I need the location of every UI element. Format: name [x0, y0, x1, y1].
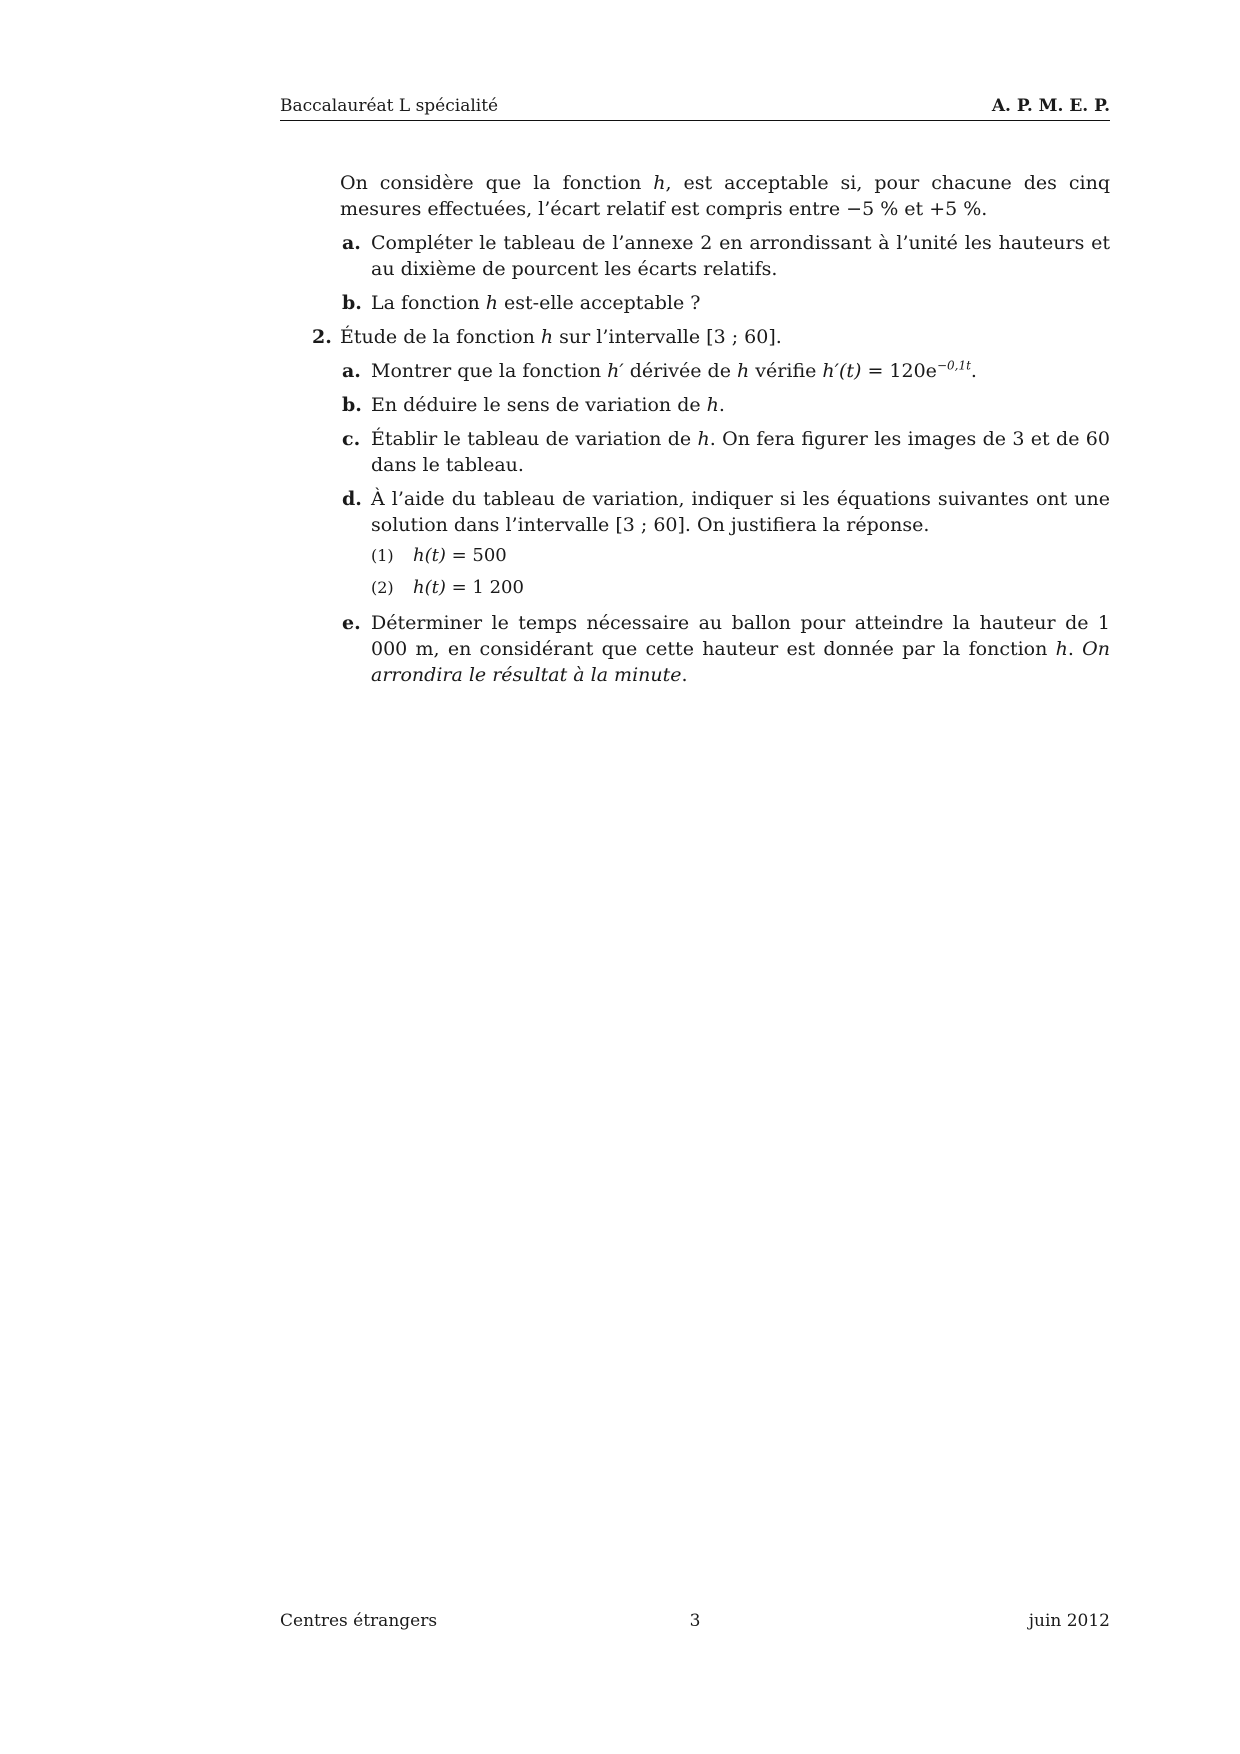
math-var: h	[653, 172, 666, 194]
math-var: h	[697, 428, 710, 450]
question-label: a.	[342, 232, 361, 254]
instruction-note: On arrondira le résultat à la minute	[371, 638, 1110, 686]
question-label: e.	[342, 612, 361, 634]
math-var: h	[540, 326, 554, 348]
question-1a	[280, 230, 1110, 282]
question-label: a.	[342, 360, 361, 382]
question-2: 2. Étude de la fonction h sur l’intervalle [3 ; 60].	[312, 326, 782, 348]
interval: [3 ; 60]	[706, 326, 776, 348]
question-2b: b. En déduire le sens de variation de h.	[342, 394, 725, 416]
page-footer	[280, 1611, 1110, 1635]
math-var: h	[737, 360, 750, 382]
math-var: h	[1055, 638, 1068, 660]
question-label: b.	[342, 394, 362, 416]
equation-label: (1)	[371, 546, 394, 565]
math-var: h	[706, 394, 719, 416]
question-2e: e. Déterminer le temps nécessaire au ballon pour atteindre la hauteur de 1 000 m, en considérant que cette hauteur est donnée par la fonction h. On arrondira le résultat à la minute.	[342, 612, 1110, 686]
question-label: d.	[342, 488, 362, 510]
footer-date: juin 2012	[1028, 1611, 1110, 1631]
question-1b: b. La fonction h est-elle acceptable ?	[342, 292, 701, 314]
page-header	[280, 94, 1110, 121]
exponent: −0,1t	[936, 358, 971, 373]
question-text: Compléter le tableau de l’annexe 2 en arrondissant à l’unité les hauteurs et au dixième de pourcent les écarts relatifs.	[371, 232, 1110, 280]
interval: [3 ; 60]	[615, 514, 685, 536]
header-title: Baccalauréat L spécialité	[280, 96, 499, 116]
equation-label: (2)	[371, 578, 394, 597]
question-2c: c. Établir le tableau de variation de h. On fera figurer les images de 3 et de 60 dans le tableau.	[342, 428, 1110, 476]
exercise-content	[280, 170, 1110, 688]
question-label: c.	[342, 428, 361, 450]
derivative-expression: h′(t)	[822, 360, 862, 382]
header-publisher: A. P. M. E. P.	[991, 96, 1110, 116]
question-2a: a. Montrer que la fonction h′ dérivée de h vérifie $h'(t) = 120e^{-0,1t}$.	[342, 358, 977, 382]
question-label: b.	[342, 292, 362, 314]
math-var: h′	[607, 360, 624, 382]
question-number: 2.	[312, 326, 332, 348]
equation-2: (2) h(t) = 1 200	[371, 574, 1110, 602]
math-var: h	[485, 292, 499, 314]
intro-paragraph: On considère que la fonction h, est acceptable si, pour chacune des cinq mesures effectuées, l’écart relatif est compris entre −5 % et +5 %.	[340, 172, 1110, 220]
question-2d: d. À l’aide du tableau de variation, indiquer si les équations suivantes ont une solution dans l’intervalle [3 ; 60]. On justifiera la réponse.	[342, 488, 1110, 536]
page-number: 3	[689, 1611, 701, 1631]
equation-1: (1) h(t) = 500	[371, 542, 1110, 570]
footer-exam-center: Centres étrangers	[280, 1611, 438, 1631]
